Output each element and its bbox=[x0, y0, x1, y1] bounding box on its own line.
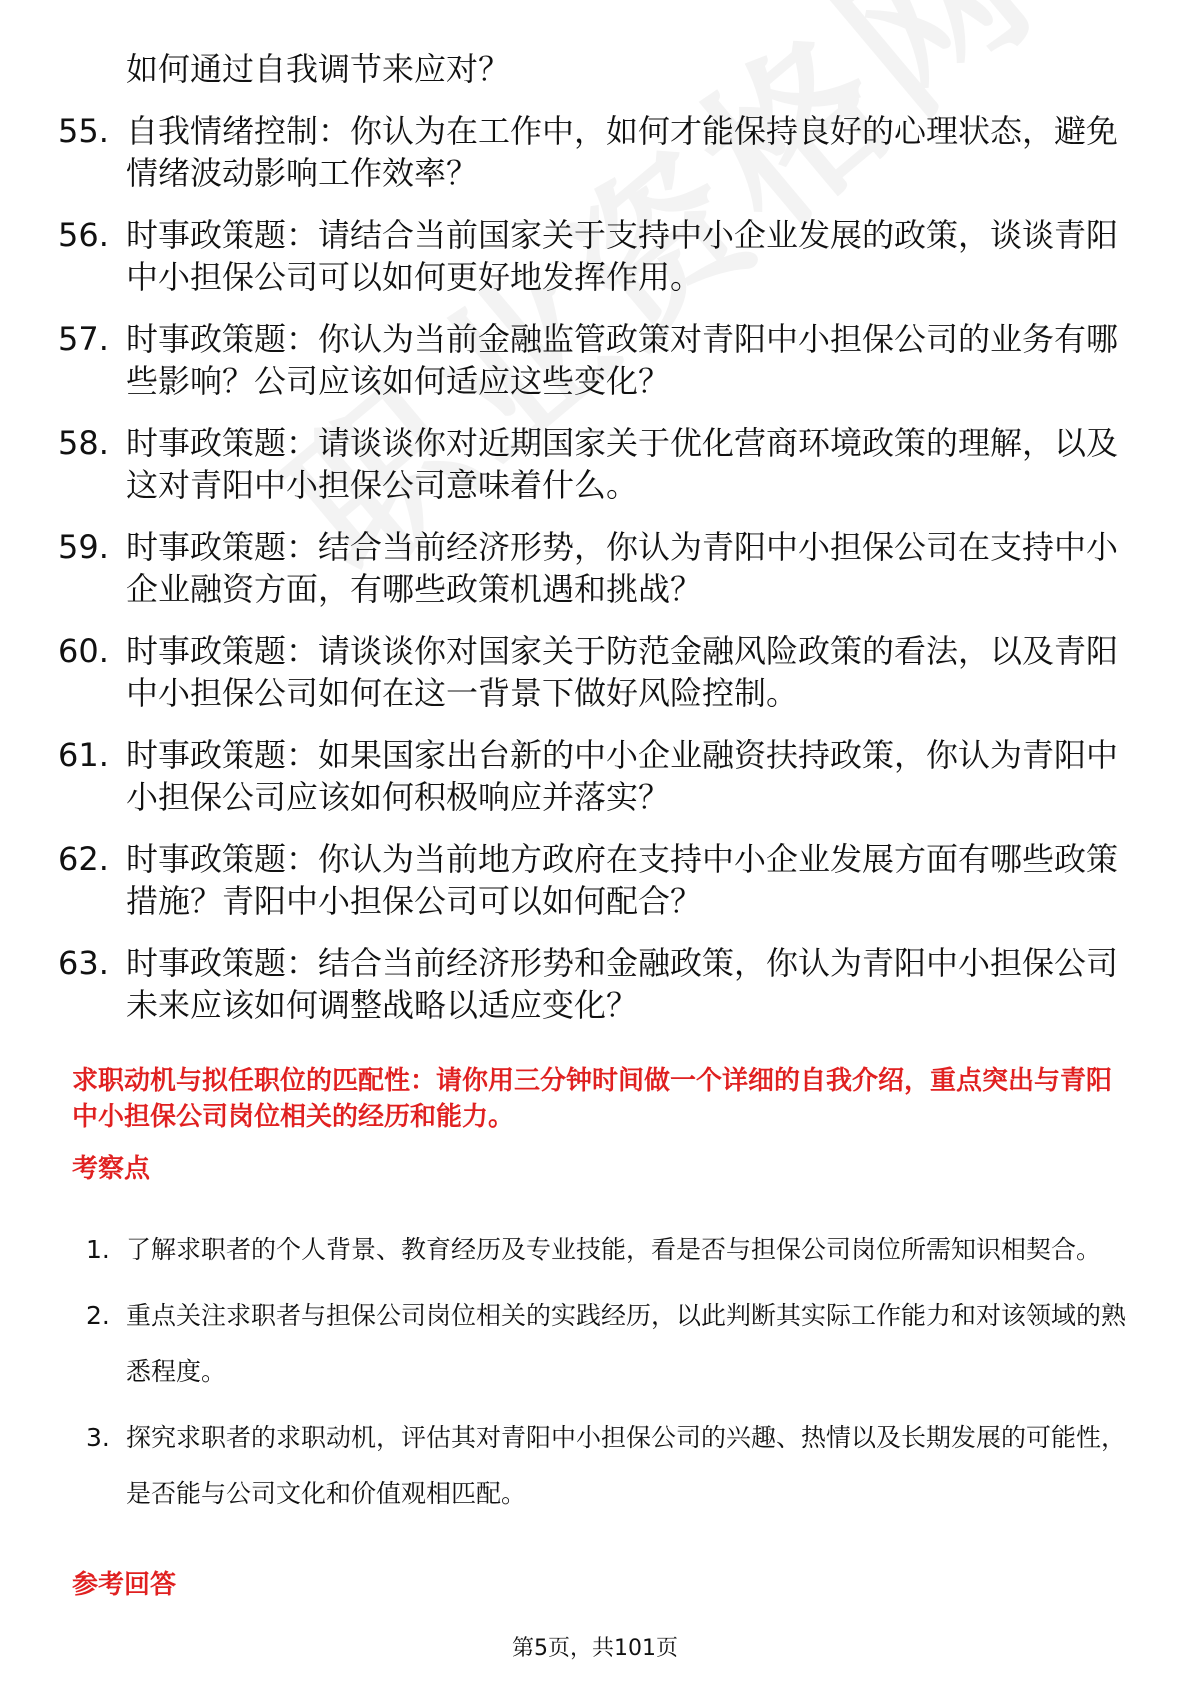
question-text: 时事政策题：结合当前经济形势，你认为青阳中小担保公司在支持中小企业融资方面，有哪些政策机遇和挑战？ bbox=[126, 528, 1119, 608]
key-point-text: 重点关注求职者与担保公司岗位相关的实践经历，以此判断其实际工作能力和对该领域的熟悉程度。 bbox=[126, 1301, 1127, 1386]
reference-answer-heading: 参考回答 bbox=[72, 1570, 177, 1600]
page-footer: 第5页，共101页 bbox=[512, 1636, 678, 1661]
question-item bbox=[58, 110, 1138, 194]
question-number: 60. bbox=[58, 632, 109, 670]
question-number: 61. bbox=[58, 736, 109, 774]
question-text: 时事政策题：你认为当前金融监管政策对青阳中小担保公司的业务有哪些影响？公司应该如何适应这些变化？ bbox=[126, 320, 1119, 400]
key-point-item bbox=[86, 1222, 1126, 1278]
question-text: 时事政策题：请谈谈你对近期国家关于优化营商环境政策的理解，以及这对青阳中小担保公司意味着什么。 bbox=[126, 424, 1119, 504]
key-points-list bbox=[86, 1222, 1126, 1532]
question-text: 时事政策题：你认为当前地方政府在支持中小企业发展方面有哪些政策措施？青阳中小担保公司可以如何配合？ bbox=[126, 840, 1119, 920]
question-continued-text: 如何通过自我调节来应对？ bbox=[126, 50, 511, 88]
section-title: 求职动机与拟任职位的匹配性：请你用三分钟时间做一个详细的自我介绍，重点突出与青阳中小担保公司岗位相关的经历和能力。 bbox=[72, 1066, 1113, 1132]
question-number: 59. bbox=[58, 528, 109, 566]
question-number: 55. bbox=[58, 112, 109, 150]
question-number: 57. bbox=[58, 320, 109, 358]
key-point-number: 3. bbox=[86, 1423, 110, 1452]
question-text: 时事政策题：结合当前经济形势和金融政策，你认为青阳中小担保公司未来应该如何调整战略以适应变化？ bbox=[126, 944, 1119, 1024]
question-text: 自我情绪控制：你认为在工作中，如何才能保持良好的心理状态，避免情绪波动影响工作效率？ bbox=[126, 112, 1119, 192]
question-item bbox=[58, 942, 1138, 1026]
key-point-item bbox=[86, 1288, 1126, 1400]
question-item bbox=[58, 422, 1138, 506]
question-item bbox=[58, 838, 1138, 922]
question-item bbox=[58, 630, 1138, 714]
question-item bbox=[58, 214, 1138, 298]
question-item bbox=[58, 526, 1138, 610]
question-number: 63. bbox=[58, 944, 109, 982]
question-item bbox=[58, 318, 1138, 402]
key-point-number: 1. bbox=[86, 1235, 110, 1264]
key-point-item bbox=[86, 1410, 1126, 1522]
key-points-heading: 考察点 bbox=[72, 1154, 151, 1184]
question-number: 56. bbox=[58, 216, 109, 254]
question-text: 时事政策题：请结合当前国家关于支持中小企业发展的政策，谈谈青阳中小担保公司可以如何更好地发挥作用。 bbox=[126, 216, 1119, 296]
question-item bbox=[58, 734, 1138, 818]
key-point-text: 了解求职者的个人背景、教育经历及专业技能，看是否与担保公司岗位所需知识相契合。 bbox=[126, 1235, 1102, 1264]
question-number: 62. bbox=[58, 840, 109, 878]
question-list bbox=[58, 48, 1138, 1046]
question-text: 时事政策题：请谈谈你对国家关于防范金融风险政策的看法，以及青阳中小担保公司如何在这一背景下做好风险控制。 bbox=[126, 632, 1119, 712]
key-point-number: 2. bbox=[86, 1301, 110, 1330]
question-text: 时事政策题：如果国家出台新的中小企业融资扶持政策，你认为青阳中小担保公司应该如何积极响应并落实？ bbox=[126, 736, 1119, 816]
question-number: 58. bbox=[58, 424, 109, 462]
key-point-text: 探究求职者的求职动机，评估其对青阳中小担保公司的兴趣、热情以及长期发展的可能性，是否能与公司文化和价值观相匹配。 bbox=[126, 1423, 1127, 1508]
